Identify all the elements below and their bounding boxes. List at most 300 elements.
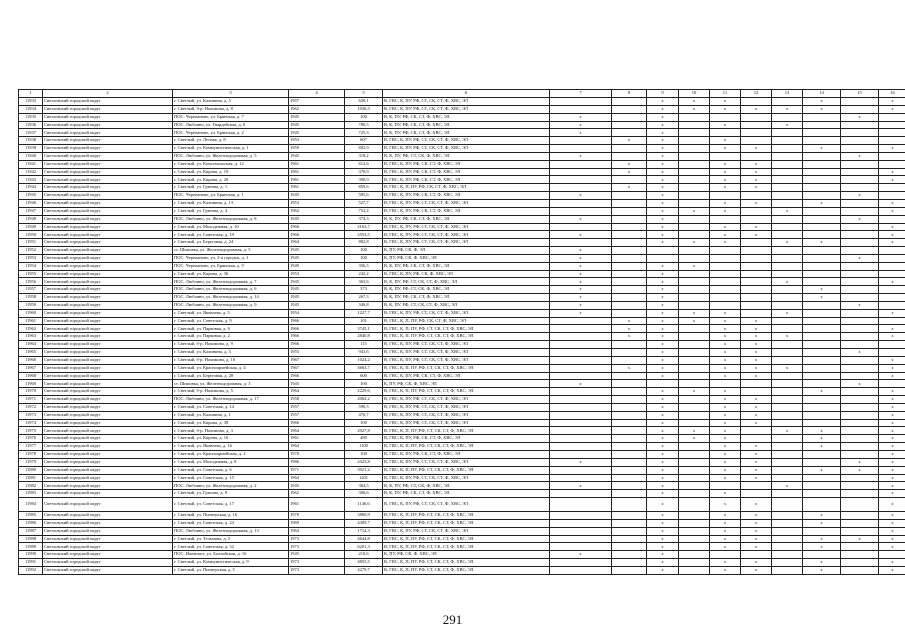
mark-cell (612, 427, 647, 435)
table-row (19, 231, 905, 239)
year-cell: 1958 (289, 396, 345, 404)
mark-cell (679, 247, 710, 255)
addr-cell: ПОС. Люблино, ул. Железнодорожная, д. 17 (173, 396, 289, 404)
table-row (19, 380, 905, 388)
mark-cell (772, 466, 803, 474)
mark-cell (679, 380, 710, 388)
mark-cell: x (550, 482, 612, 490)
year-cell: 1945 (289, 301, 345, 309)
district-cell: Светловский городской округ (43, 333, 173, 341)
year-cell: 1966 (289, 231, 345, 239)
addr-cell: ПОС. Люблино, ул. Железнодорожная, д. 14 (173, 294, 289, 302)
mark-cell (841, 286, 879, 294)
mark-cell (841, 498, 879, 512)
mark-cell: x (803, 427, 841, 435)
mark-cell (612, 199, 647, 207)
table-row (19, 254, 905, 262)
addr-cell: г. Светлый, ул. Лесная, д. 8 (173, 137, 289, 145)
addr-cell: г. Светлый, ул. Советская, д. 24 (173, 519, 289, 527)
mark-cell: x (741, 443, 772, 451)
svc-cell: В, ГВС, К, ПУ, РФ, СК, Ф, ХВС, ЭЛ (383, 270, 550, 278)
svc-cell: В, К, ПУ, РФ, СК, СТ, Ф, ХВС, ЭЛ (383, 262, 550, 270)
mark-cell (679, 482, 710, 490)
mark-cell: x (647, 129, 679, 137)
mark-cell: x (710, 168, 741, 176)
addr-cell: г. Светлый, ул. Пионерская, д. 16 (173, 512, 289, 520)
mark-cell: x (647, 223, 679, 231)
table-row (19, 176, 905, 184)
mark-cell (841, 105, 879, 113)
table-row (19, 239, 905, 247)
year-cell: 1957 (289, 98, 345, 106)
year-cell: 1986 (289, 458, 345, 466)
year-cell: 1955 (289, 349, 345, 357)
mark-cell: x (710, 176, 741, 184)
mark-cell: x (841, 192, 879, 200)
mark-cell: x (647, 443, 679, 451)
id-cell: 11957 (19, 286, 43, 294)
mark-cell (679, 450, 710, 458)
id-cell: 11978 (19, 450, 43, 458)
mark-cell: x (710, 450, 741, 458)
mark-cell (612, 223, 647, 231)
mark-cell: x (710, 184, 741, 192)
mark-cell: x (879, 168, 905, 176)
mark-cell (710, 380, 741, 388)
mark-cell: x (710, 349, 741, 357)
district-cell: Светловский городской округ (43, 380, 173, 388)
mark-cell: x (647, 482, 679, 490)
area-cell: 6201,3 (345, 543, 383, 551)
mark-cell (803, 301, 841, 309)
mark-cell: x (841, 152, 879, 160)
mark-cell: x (710, 519, 741, 527)
mark-cell: x (741, 168, 772, 176)
table-row (19, 349, 905, 357)
addr-cell: ПОС. Люблино, ул. Железнодорожная, д. 6 (173, 286, 289, 294)
mark-cell (841, 121, 879, 129)
id-cell: 11965 (19, 349, 43, 357)
mark-cell (841, 403, 879, 411)
mark-cell: x (741, 527, 772, 535)
mark-cell (772, 223, 803, 231)
mark-cell: x (647, 121, 679, 129)
table-row (19, 482, 905, 490)
district-cell: Светловский городской округ (43, 192, 173, 200)
id-cell: 11981 (19, 474, 43, 482)
mark-cell: x (879, 333, 905, 341)
district-cell: Светловский городской округ (43, 490, 173, 498)
mark-cell (879, 301, 905, 309)
mark-cell: x (772, 333, 803, 341)
mark-cell (803, 192, 841, 200)
mark-cell (841, 309, 879, 317)
mark-cell (550, 427, 612, 435)
mark-cell (841, 278, 879, 286)
year-cell: 1970 (289, 450, 345, 458)
id-cell: 11973 (19, 411, 43, 419)
mark-cell: x (647, 184, 679, 192)
mark-cell (612, 535, 647, 543)
district-cell: Светловский городской округ (43, 145, 173, 153)
id-cell: 11970 (19, 388, 43, 396)
district-cell: Светловский городской округ (43, 262, 173, 270)
mark-cell (772, 543, 803, 551)
svc-cell: В, ГВС, К, ПУ, РФ, СТ, СК, СТ, Ф, ХВС, ЭЛ (383, 145, 550, 153)
mark-cell: x (841, 301, 879, 309)
mark-cell: x (647, 450, 679, 458)
mark-cell (612, 443, 647, 451)
mark-cell: x (647, 403, 679, 411)
area-cell: 356,5 (345, 262, 383, 270)
addr-cell: ПОС. Люблино, ул. Железнодорожная, д. 7 (173, 278, 289, 286)
mark-cell: x (879, 535, 905, 543)
id-cell: 11934 (19, 105, 43, 113)
housing-register-sheet (18, 89, 895, 575)
mark-cell: x (879, 145, 905, 153)
mark-cell (772, 325, 803, 333)
mark-cell: x (647, 388, 679, 396)
mark-cell (679, 543, 710, 551)
year-cell: 1966 (289, 419, 345, 427)
district-cell: Светловский городской округ (43, 512, 173, 520)
svc-cell: В, ГВС, К, ПУ, РФ, СТ, СК, СТ, Ф, ХВС, ЭЛ (383, 105, 550, 113)
mark-cell (550, 333, 612, 341)
area-cell: 100 (345, 247, 383, 255)
mark-cell: x (647, 411, 679, 419)
mark-cell (772, 254, 803, 262)
mark-cell: x (647, 498, 679, 512)
area-cell: 2163,7 (345, 223, 383, 231)
addr-cell: г. Светлый, б-р. Нахимова, д. 9 (173, 341, 289, 349)
mark-cell (841, 145, 879, 153)
mark-cell (772, 286, 803, 294)
mark-cell: x (612, 317, 647, 325)
mark-cell (612, 356, 647, 364)
mark-cell (803, 450, 841, 458)
mark-cell: x (647, 372, 679, 380)
mark-cell (841, 474, 879, 482)
mark-cell (710, 152, 741, 160)
table-row (19, 388, 905, 396)
district-cell: Светловский городской округ (43, 388, 173, 396)
mark-cell (841, 98, 879, 106)
addr-cell: ПОС. Люблино, ул. Гвардейская, д. 6 (173, 121, 289, 129)
table-row (19, 341, 905, 349)
mark-cell (679, 129, 710, 137)
mark-cell (612, 105, 647, 113)
year-cell: 1945 (289, 247, 345, 255)
mark-cell (803, 527, 841, 535)
svc-cell: В, ГВС, К, ПУ, РФ, СК, СТ, Ф, ХВС, ЭЛ (383, 192, 550, 200)
mark-cell (612, 309, 647, 317)
mark-cell (710, 254, 741, 262)
mark-cell (679, 403, 710, 411)
mark-cell (772, 512, 803, 520)
mark-cell (612, 286, 647, 294)
year-cell: 1961 (289, 435, 345, 443)
mark-cell (772, 168, 803, 176)
svc-cell: В, ГВС, К, П, ПУ, РФ, СТ, СК, СТ, Ф, ХВС, ЭЛ (383, 427, 550, 435)
mark-cell (550, 474, 612, 482)
mark-cell (772, 262, 803, 270)
mark-cell: x (879, 372, 905, 380)
mark-cell (679, 278, 710, 286)
mark-cell: x (803, 519, 841, 527)
mark-cell (741, 254, 772, 262)
mark-cell: x (879, 388, 905, 396)
mark-cell (612, 270, 647, 278)
mark-cell (772, 396, 803, 404)
addr-cell: г. Светлый, ул. Советская, д. 32 (173, 543, 289, 551)
addr-cell: г. Светлый, ул. Яковлева, д. 5 (173, 309, 289, 317)
table-row (19, 121, 905, 129)
mark-cell (803, 349, 841, 357)
svc-cell: В, ГВС, К, ПУ, РФ, СТ, СК, СТ, Ф, ХВС, ЭЛ (383, 419, 550, 427)
mark-cell (741, 262, 772, 270)
year-cell: 1957 (289, 403, 345, 411)
svc-cell: К, ПУ, РФ, СК, Ф, ЭЛ (383, 247, 550, 255)
year-cell: 1959 (289, 145, 345, 153)
district-cell: Светловский городской округ (43, 105, 173, 113)
mark-cell (612, 450, 647, 458)
mark-cell (841, 184, 879, 192)
mark-cell (772, 192, 803, 200)
district-cell: Светловский городской округ (43, 176, 173, 184)
district-cell: Светловский городской округ (43, 199, 173, 207)
mark-cell: x (550, 247, 612, 255)
area-cell: 210,6 (345, 551, 383, 559)
svc-cell: В, ГВС, К, П, ПУ, РФ, СТ, СК, СТ, Ф, ХВС, ЭЛ (383, 535, 550, 543)
mark-cell (803, 137, 841, 145)
district-cell: Светловский городской округ (43, 349, 173, 357)
mark-cell: x (679, 427, 710, 435)
mark-cell (550, 137, 612, 145)
district-cell: Светловский городской округ (43, 527, 173, 535)
svc-cell: В, К, ПУ, РФ, СТ, СК, СТ, Ф, ХВС, ЭЛ (383, 278, 550, 286)
year-cell: 1966 (289, 333, 345, 341)
column-number: 8 (612, 90, 647, 98)
mark-cell (612, 551, 647, 559)
district-cell: Светловский городской округ (43, 341, 173, 349)
mark-cell: x (879, 199, 905, 207)
mark-cell: x (647, 152, 679, 160)
mark-cell (879, 262, 905, 270)
mark-cell (679, 396, 710, 404)
mark-cell (772, 388, 803, 396)
mark-cell (772, 498, 803, 512)
mark-cell: x (647, 239, 679, 247)
addr-cell: г. Светлый, ул. Кирова, д. 36 (173, 270, 289, 278)
mark-cell (803, 490, 841, 498)
mark-cell (841, 223, 879, 231)
id-cell: 11949 (19, 223, 43, 231)
addr-cell: г. Светлый, ул. Гризова, д. 9 (173, 490, 289, 498)
table-row (19, 559, 905, 567)
mark-cell (803, 207, 841, 215)
mark-cell (879, 380, 905, 388)
mark-cell (772, 215, 803, 223)
mark-cell (772, 176, 803, 184)
mark-cell: x (741, 559, 772, 567)
mark-cell: x (803, 566, 841, 574)
area-cell: 590,5 (345, 403, 383, 411)
mark-cell: x (710, 341, 741, 349)
svc-cell: В, К, ПУ, РФ, СК, СТ, Ф, ХВС, ЭЛ (383, 121, 550, 129)
table-row (19, 286, 905, 294)
mark-cell (647, 380, 679, 388)
mark-cell (803, 403, 841, 411)
addr-cell: ПОС. Черепаново, ул. Брянская, д. 2 (173, 129, 289, 137)
mark-cell (803, 231, 841, 239)
year-cell: 1966 (289, 372, 345, 380)
mark-cell (741, 294, 772, 302)
district-cell: Светловский городской округ (43, 435, 173, 443)
district-cell: Светловский городской округ (43, 301, 173, 309)
addr-cell: ПОС. Черепаново, ул. Брянская, д. 1 (173, 192, 289, 200)
addr-cell: г. Светлый, ул. Береговая, д. 28 (173, 372, 289, 380)
mark-cell (550, 490, 612, 498)
district-cell: Светловский городской округ (43, 566, 173, 574)
district-cell: Светловский городской округ (43, 364, 173, 372)
addr-cell: г. Светлый, б-р. Нахимова, д. 8 (173, 105, 289, 113)
mark-cell (772, 474, 803, 482)
mark-cell (612, 192, 647, 200)
mark-cell: x (679, 207, 710, 215)
mark-cell (679, 160, 710, 168)
mark-cell (710, 129, 741, 137)
district-cell: Светловский городской округ (43, 215, 173, 223)
column-number: 10 (679, 90, 710, 98)
mark-cell: x (879, 543, 905, 551)
year-cell: 1969 (289, 519, 345, 527)
mark-cell: x (803, 443, 841, 451)
mark-cell (803, 121, 841, 129)
addr-cell: г. Светлый, ул. Красноармейская, д. 2 (173, 450, 289, 458)
id-cell: 11992 (19, 566, 43, 574)
mark-cell (679, 341, 710, 349)
addr-cell: г. Светлый, ул. Парковая, д. 6 (173, 325, 289, 333)
year-cell: 1966 (289, 317, 345, 325)
svc-cell: В, ГВС, К, ПУ, РФ, СТ, СК, СТ, Ф, ХВС, ЭЛ (383, 527, 550, 535)
svc-cell: В, ГВС, К, ПУ, РФ, СТ, СК, СТ, Ф, ХВС, ЭЛ (383, 199, 550, 207)
mark-cell (679, 519, 710, 527)
mark-cell (741, 113, 772, 121)
mark-cell: x (710, 427, 741, 435)
mark-cell: x (679, 105, 710, 113)
svc-cell: В, ГВС, К, ПУ, РФ, СТ, СК, СТ, Ф, ХВС, ЭЛ (383, 411, 550, 419)
svc-cell: В, К, ПУ, РФ, СК, СТ, Ф, ХВС, ЭЛ (383, 490, 550, 498)
mark-cell (741, 278, 772, 286)
mark-cell: x (647, 231, 679, 239)
year-cell: 1973 (289, 559, 345, 567)
mark-cell: x (612, 137, 647, 145)
mark-cell (679, 512, 710, 520)
mark-cell (550, 388, 612, 396)
mark-cell (879, 129, 905, 137)
svc-cell: В, ГВС, К, ПУ, РФ, СТ, СК, СТ, Ф, ХВС, ЭЛ (383, 341, 550, 349)
mark-cell: x (710, 223, 741, 231)
year-cell: 1945 (289, 215, 345, 223)
table-row (19, 519, 905, 527)
mark-cell: x (741, 450, 772, 458)
area-cell: 489 (345, 435, 383, 443)
mark-cell: x (803, 199, 841, 207)
table-row (19, 270, 905, 278)
addr-cell: г. Светлый, ул. Молодежная, д. 10 (173, 223, 289, 231)
mark-cell: x (710, 419, 741, 427)
mark-cell: x (879, 396, 905, 404)
mark-cell (803, 152, 841, 160)
mark-cell (550, 105, 612, 113)
register-body (19, 90, 905, 575)
addr-cell: г. Светлый, ул. Комсомольская, д. 12 (173, 160, 289, 168)
mark-cell (550, 364, 612, 372)
mark-cell (550, 411, 612, 419)
mark-cell (803, 364, 841, 372)
svc-cell: В, ГВС, К, П, ПУ, РФ, СТ, СК, СТ, Ф, ХВС, ЭЛ (383, 559, 550, 567)
table-row (19, 498, 905, 512)
mark-cell (550, 168, 612, 176)
mark-cell (879, 317, 905, 325)
year-cell: 1973 (289, 566, 345, 574)
mark-cell (612, 566, 647, 574)
mark-cell: x (772, 121, 803, 129)
mark-cell (710, 482, 741, 490)
mark-cell (772, 490, 803, 498)
id-cell: 11954 (19, 262, 43, 270)
mark-cell (841, 443, 879, 451)
mark-cell (741, 207, 772, 215)
table-row (19, 294, 905, 302)
mark-cell (612, 458, 647, 466)
addr-cell: г. Светлый, ул. Советская, д. 14 (173, 403, 289, 411)
mark-cell: x (647, 566, 679, 574)
mark-cell (612, 474, 647, 482)
district-cell: Светловский городской округ (43, 223, 173, 231)
table-row (19, 317, 905, 325)
addr-cell: г. Светлый, ул. Калинина, д. 1 (173, 411, 289, 419)
addr-cell: ст. Шиповка, ул. Железнодорожная, д. 3 (173, 380, 289, 388)
mark-cell: x (803, 435, 841, 443)
mark-cell: x (879, 98, 905, 106)
mark-cell: x (741, 519, 772, 527)
mark-cell: x (879, 207, 905, 215)
mark-cell: x (803, 512, 841, 520)
mark-cell: x (647, 168, 679, 176)
mark-cell (772, 152, 803, 160)
svc-cell: В, ГВС, К, ПУ, РФ, СТ, СК, СТ, Ф, ХВС, ЭЛ (383, 231, 550, 239)
mark-cell (841, 317, 879, 325)
svc-cell: В, ГВС, К, П, ПУ, РФ, СТ, СК, СТ, Ф, ХВС, ЭЛ (383, 543, 550, 551)
mark-cell: x (647, 325, 679, 333)
mark-cell (803, 341, 841, 349)
mark-cell: x (879, 498, 905, 512)
mark-cell: x (550, 551, 612, 559)
area-cell: 306,6 (345, 490, 383, 498)
mark-cell (803, 262, 841, 270)
mark-cell (803, 129, 841, 137)
mark-cell: x (879, 364, 905, 372)
mark-cell: x (803, 559, 841, 567)
district-cell: Светловский городской округ (43, 325, 173, 333)
svc-cell: В, ГВС, К, П, ПУ, РФ, СТ, СК, СТ, Ф, ХВС, ЭЛ (383, 443, 550, 451)
mark-cell: x (710, 137, 741, 145)
district-cell: Светловский городской округ (43, 403, 173, 411)
mark-cell (550, 223, 612, 231)
mark-cell (710, 270, 741, 278)
mark-cell (803, 278, 841, 286)
